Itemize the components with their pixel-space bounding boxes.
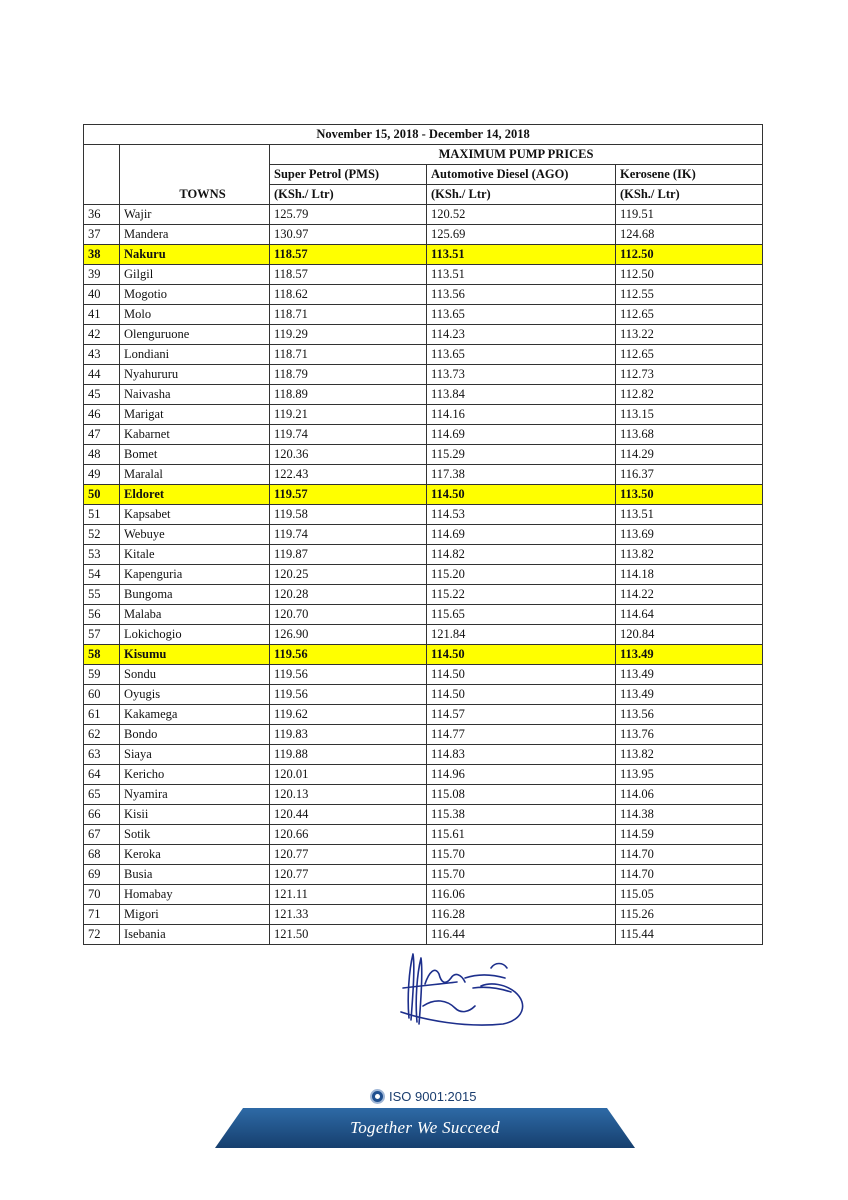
ago-price-cell: 113.51 (427, 245, 616, 265)
pms-price-cell: 122.43 (270, 465, 427, 485)
row-number-cell: 71 (84, 905, 120, 925)
row-number-cell: 38 (84, 245, 120, 265)
table-row (84, 465, 763, 485)
ik-price-cell: 119.51 (616, 205, 763, 225)
town-cell: Eldoret (120, 485, 270, 505)
ik-price-cell: 112.65 (616, 305, 763, 325)
ago-price-cell: 113.84 (427, 385, 616, 405)
pms-price-cell: 119.88 (270, 745, 427, 765)
town-cell: Bomet (120, 445, 270, 465)
pms-price-cell: 119.87 (270, 545, 427, 565)
ik-price-cell: 113.15 (616, 405, 763, 425)
pms-price-cell: 118.71 (270, 305, 427, 325)
ago-price-cell: 114.83 (427, 745, 616, 765)
ik-price-cell: 113.82 (616, 745, 763, 765)
table-row (84, 285, 763, 305)
ik-price-cell: 115.05 (616, 885, 763, 905)
ik-price-cell: 113.82 (616, 545, 763, 565)
ik-price-cell: 113.68 (616, 425, 763, 445)
table-row (84, 545, 763, 565)
table-row (84, 625, 763, 645)
town-cell: Busia (120, 865, 270, 885)
pms-price-cell: 130.97 (270, 225, 427, 245)
town-cell: Sotik (120, 825, 270, 845)
ik-price-cell: 113.69 (616, 525, 763, 545)
ago-price-cell: 113.65 (427, 345, 616, 365)
ik-price-cell: 114.06 (616, 785, 763, 805)
pms-price-cell: 119.74 (270, 525, 427, 545)
ago-price-cell: 114.16 (427, 405, 616, 425)
ago-price-cell: 114.69 (427, 425, 616, 445)
row-number-cell: 56 (84, 605, 120, 625)
ik-price-cell: 114.18 (616, 565, 763, 585)
table-row (84, 525, 763, 545)
ik-price-cell: 120.84 (616, 625, 763, 645)
signature-image (395, 948, 535, 1036)
pms-price-cell: 118.89 (270, 385, 427, 405)
table-row (84, 865, 763, 885)
row-number-cell: 47 (84, 425, 120, 445)
ago-price-cell: 115.70 (427, 845, 616, 865)
row-number-cell: 44 (84, 365, 120, 385)
pms-price-cell: 120.66 (270, 825, 427, 845)
pms-price-cell: 126.90 (270, 625, 427, 645)
town-cell: Wajir (120, 205, 270, 225)
pms-header: Super Petrol (PMS) (270, 165, 427, 185)
ago-price-cell: 116.28 (427, 905, 616, 925)
ik-header: Kerosene (IK) (616, 165, 763, 185)
row-number-cell: 46 (84, 405, 120, 425)
ago-price-cell: 115.65 (427, 605, 616, 625)
row-number-cell: 72 (84, 925, 120, 945)
ago-price-cell: 121.84 (427, 625, 616, 645)
pms-price-cell: 120.25 (270, 565, 427, 585)
town-cell: Homabay (120, 885, 270, 905)
table-row (84, 245, 763, 265)
table-row (84, 445, 763, 465)
row-number-cell: 65 (84, 785, 120, 805)
pms-price-cell: 120.01 (270, 765, 427, 785)
ago-price-cell: 114.82 (427, 545, 616, 565)
ik-price-cell: 113.49 (616, 685, 763, 705)
town-cell: Mandera (120, 225, 270, 245)
town-cell: Nakuru (120, 245, 270, 265)
iso-logo-icon (370, 1089, 385, 1104)
row-number-cell: 68 (84, 845, 120, 865)
ik-price-cell: 113.50 (616, 485, 763, 505)
town-cell: Molo (120, 305, 270, 325)
pump-price-table (83, 124, 763, 945)
pms-price-cell: 125.79 (270, 205, 427, 225)
ik-price-cell: 114.59 (616, 825, 763, 845)
town-cell: Maralal (120, 465, 270, 485)
pms-price-cell: 120.28 (270, 585, 427, 605)
iso-certification-text: ISO 9001:2015 (389, 1088, 477, 1104)
table-row (84, 225, 763, 245)
ik-price-cell: 124.68 (616, 225, 763, 245)
ik-price-cell: 113.76 (616, 725, 763, 745)
ago-price-cell: 116.06 (427, 885, 616, 905)
pricing-period: November 15, 2018 - December 14, 2018 (84, 125, 763, 145)
row-number-cell: 60 (84, 685, 120, 705)
table-row (84, 605, 763, 625)
town-cell: Bondo (120, 725, 270, 745)
town-cell: Migori (120, 905, 270, 925)
row-number-cell: 54 (84, 565, 120, 585)
town-cell: Gilgil (120, 265, 270, 285)
row-number-cell: 41 (84, 305, 120, 325)
ik-price-cell: 113.51 (616, 505, 763, 525)
pms-price-cell: 119.74 (270, 425, 427, 445)
ago-price-cell: 114.50 (427, 645, 616, 665)
table-row (84, 485, 763, 505)
town-cell: Malaba (120, 605, 270, 625)
row-number-cell: 49 (84, 465, 120, 485)
max-pump-prices-header: MAXIMUM PUMP PRICES (270, 145, 763, 165)
ago-price-cell: 120.52 (427, 205, 616, 225)
table-row (84, 585, 763, 605)
row-number-cell: 64 (84, 765, 120, 785)
row-number-cell: 39 (84, 265, 120, 285)
ago-price-cell: 114.96 (427, 765, 616, 785)
ik-price-cell: 114.22 (616, 585, 763, 605)
pms-price-cell: 120.77 (270, 845, 427, 865)
pms-price-cell: 118.79 (270, 365, 427, 385)
town-cell: Mogotio (120, 285, 270, 305)
table-row (84, 785, 763, 805)
table-row (84, 505, 763, 525)
pms-price-cell: 118.71 (270, 345, 427, 365)
row-number-cell: 36 (84, 205, 120, 225)
ago-price-cell: 116.44 (427, 925, 616, 945)
town-cell: Siaya (120, 745, 270, 765)
table-row (84, 265, 763, 285)
ik-price-cell: 114.38 (616, 805, 763, 825)
town-cell: Marigat (120, 405, 270, 425)
row-number-cell: 59 (84, 665, 120, 685)
table-row (84, 725, 763, 745)
ago-price-cell: 115.20 (427, 565, 616, 585)
pms-unit: (KSh./ Ltr) (270, 185, 427, 205)
ik-price-cell: 113.95 (616, 765, 763, 785)
ago-price-cell: 114.57 (427, 705, 616, 725)
price-rows (84, 205, 763, 945)
ik-price-cell: 115.26 (616, 905, 763, 925)
ik-price-cell: 113.49 (616, 645, 763, 665)
town-cell: Kitale (120, 545, 270, 565)
pms-price-cell: 119.58 (270, 505, 427, 525)
table-row (84, 805, 763, 825)
ago-price-cell: 115.61 (427, 825, 616, 845)
pms-price-cell: 120.70 (270, 605, 427, 625)
ik-price-cell: 116.37 (616, 465, 763, 485)
table-row (84, 325, 763, 345)
town-cell: Olenguruone (120, 325, 270, 345)
row-number-cell: 63 (84, 745, 120, 765)
row-number-cell: 57 (84, 625, 120, 645)
town-cell: Kisii (120, 805, 270, 825)
row-number-cell: 45 (84, 385, 120, 405)
pms-price-cell: 118.57 (270, 245, 427, 265)
ago-price-cell: 125.69 (427, 225, 616, 245)
ago-price-cell: 115.70 (427, 865, 616, 885)
table-row (84, 825, 763, 845)
ago-price-cell: 115.08 (427, 785, 616, 805)
pms-price-cell: 119.83 (270, 725, 427, 745)
table-row (84, 925, 763, 945)
pms-price-cell: 119.62 (270, 705, 427, 725)
table-row (84, 685, 763, 705)
table-row (84, 305, 763, 325)
row-number-cell: 42 (84, 325, 120, 345)
table-row (84, 665, 763, 685)
town-cell: Sondu (120, 665, 270, 685)
town-cell: Kabarnet (120, 425, 270, 445)
iso-certification (370, 1086, 476, 1106)
ik-price-cell: 112.55 (616, 285, 763, 305)
pms-price-cell: 120.77 (270, 865, 427, 885)
ago-price-cell: 114.53 (427, 505, 616, 525)
ago-price-cell: 114.77 (427, 725, 616, 745)
ago-price-cell: 114.50 (427, 485, 616, 505)
table-row (84, 205, 763, 225)
ik-price-cell: 113.56 (616, 705, 763, 725)
table-row (84, 705, 763, 725)
slogan-banner (215, 1108, 635, 1148)
town-cell: Kakamega (120, 705, 270, 725)
pms-price-cell: 120.13 (270, 785, 427, 805)
pms-price-cell: 120.44 (270, 805, 427, 825)
row-number-cell: 61 (84, 705, 120, 725)
table-row (84, 425, 763, 445)
row-number-cell: 66 (84, 805, 120, 825)
table-row (84, 345, 763, 365)
town-cell: Kericho (120, 765, 270, 785)
table-row (84, 845, 763, 865)
row-number-cell: 50 (84, 485, 120, 505)
row-number-cell: 70 (84, 885, 120, 905)
slogan-text: Together We Succeed (350, 1118, 500, 1137)
ago-header: Automotive Diesel (AGO) (427, 165, 616, 185)
town-cell: Londiani (120, 345, 270, 365)
ik-price-cell: 112.50 (616, 265, 763, 285)
town-cell: Kapsabet (120, 505, 270, 525)
row-number-cell: 37 (84, 225, 120, 245)
row-number-cell: 55 (84, 585, 120, 605)
ik-price-cell: 113.22 (616, 325, 763, 345)
ik-price-cell: 114.64 (616, 605, 763, 625)
row-number-cell: 58 (84, 645, 120, 665)
pms-price-cell: 119.21 (270, 405, 427, 425)
ik-price-cell: 112.65 (616, 345, 763, 365)
row-number-cell: 62 (84, 725, 120, 745)
table-row (84, 405, 763, 425)
row-number-cell: 51 (84, 505, 120, 525)
ago-price-cell: 114.69 (427, 525, 616, 545)
ik-price-cell: 114.70 (616, 845, 763, 865)
ik-price-cell: 114.29 (616, 445, 763, 465)
town-cell: Webuye (120, 525, 270, 545)
town-cell: Oyugis (120, 685, 270, 705)
row-number-cell: 40 (84, 285, 120, 305)
town-cell: Nyahururu (120, 365, 270, 385)
ik-price-cell: 114.70 (616, 865, 763, 885)
ago-price-cell: 113.73 (427, 365, 616, 385)
row-number-cell: 67 (84, 825, 120, 845)
ik-price-cell: 115.44 (616, 925, 763, 945)
town-cell: Nyamira (120, 785, 270, 805)
table-row (84, 565, 763, 585)
towns-header: TOWNS (120, 145, 270, 205)
town-cell: Isebania (120, 925, 270, 945)
table-row (84, 765, 763, 785)
row-number-cell: 53 (84, 545, 120, 565)
table-row (84, 745, 763, 765)
pms-price-cell: 121.33 (270, 905, 427, 925)
ago-price-cell: 114.23 (427, 325, 616, 345)
town-cell: Bungoma (120, 585, 270, 605)
ik-price-cell: 113.49 (616, 665, 763, 685)
ago-price-cell: 114.50 (427, 665, 616, 685)
row-number-cell: 69 (84, 865, 120, 885)
ago-price-cell: 113.51 (427, 265, 616, 285)
pms-price-cell: 119.56 (270, 665, 427, 685)
ago-price-cell: 115.22 (427, 585, 616, 605)
table-row (84, 645, 763, 665)
pms-price-cell: 118.57 (270, 265, 427, 285)
pms-price-cell: 119.56 (270, 645, 427, 665)
pms-price-cell: 121.50 (270, 925, 427, 945)
ik-price-cell: 112.73 (616, 365, 763, 385)
ago-price-cell: 115.29 (427, 445, 616, 465)
ago-price-cell: 117.38 (427, 465, 616, 485)
table-row (84, 385, 763, 405)
pms-price-cell: 119.29 (270, 325, 427, 345)
ik-price-cell: 112.82 (616, 385, 763, 405)
ago-price-cell: 113.65 (427, 305, 616, 325)
pms-price-cell: 120.36 (270, 445, 427, 465)
number-header (84, 145, 120, 205)
town-cell: Kapenguria (120, 565, 270, 585)
pms-price-cell: 118.62 (270, 285, 427, 305)
pms-price-cell: 119.56 (270, 685, 427, 705)
ik-unit: (KSh./ Ltr) (616, 185, 763, 205)
row-number-cell: 43 (84, 345, 120, 365)
town-cell: Lokichogio (120, 625, 270, 645)
ago-price-cell: 114.50 (427, 685, 616, 705)
table-row (84, 885, 763, 905)
ago-unit: (KSh./ Ltr) (427, 185, 616, 205)
row-number-cell: 48 (84, 445, 120, 465)
ik-price-cell: 112.50 (616, 245, 763, 265)
table-row (84, 905, 763, 925)
town-cell: Naivasha (120, 385, 270, 405)
ago-price-cell: 113.56 (427, 285, 616, 305)
town-cell: Keroka (120, 845, 270, 865)
row-number-cell: 52 (84, 525, 120, 545)
pms-price-cell: 119.57 (270, 485, 427, 505)
table-row (84, 365, 763, 385)
town-cell: Kisumu (120, 645, 270, 665)
ago-price-cell: 115.38 (427, 805, 616, 825)
pms-price-cell: 121.11 (270, 885, 427, 905)
